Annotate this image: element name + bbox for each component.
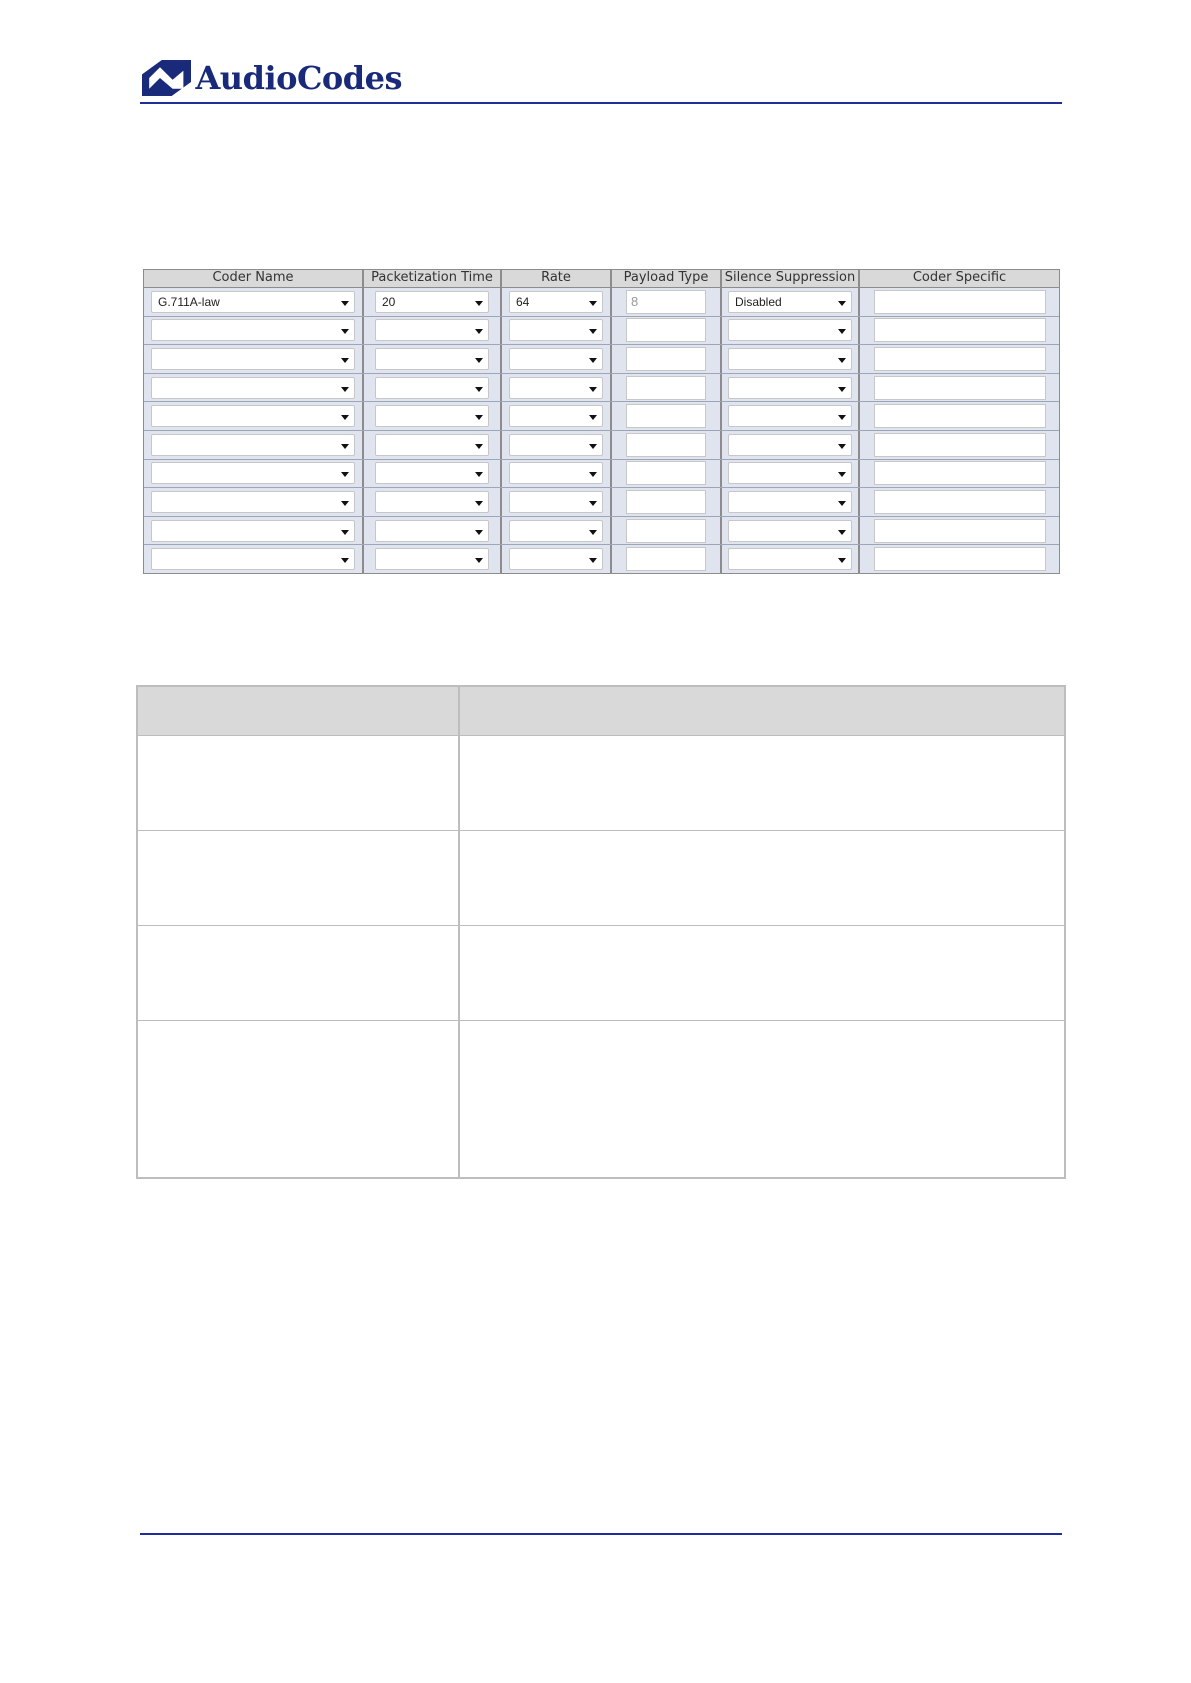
payload-type-input[interactable] — [626, 461, 706, 485]
dropdown-arrow-icon[interactable] — [475, 329, 483, 334]
coder-name-cell — [144, 517, 364, 545]
rate-select[interactable] — [509, 462, 603, 484]
dropdown-arrow-icon[interactable] — [341, 472, 349, 477]
coder-name-select[interactable] — [151, 348, 355, 370]
rate-select[interactable] — [509, 548, 603, 570]
header-rule — [140, 102, 1062, 104]
silence-suppression-select[interactable] — [728, 319, 852, 341]
payload-type-cell — [612, 374, 722, 402]
parameter-cell — [138, 926, 460, 1020]
dropdown-arrow-icon[interactable] — [341, 358, 349, 363]
coder-name-select[interactable] — [151, 462, 355, 484]
coder-name-cell — [144, 374, 364, 402]
packetization-time-select[interactable] — [375, 348, 489, 370]
packetization-time-cell — [364, 460, 502, 488]
silence-suppression-value: Disabled — [735, 294, 782, 309]
footer-rule — [140, 1533, 1062, 1535]
payload-type-input[interactable] — [626, 519, 706, 543]
silence-suppression-cell — [722, 488, 860, 516]
rate-cell — [502, 345, 612, 373]
silence-suppression-cell — [722, 345, 860, 373]
dropdown-arrow-icon[interactable] — [475, 558, 483, 563]
payload-type-cell — [612, 545, 722, 573]
coder-specific-input[interactable] — [874, 519, 1046, 543]
packetization-time-cell — [364, 345, 502, 373]
rate-select[interactable] — [509, 491, 603, 513]
coder-row — [144, 488, 1059, 517]
coder-name-select[interactable] — [151, 548, 355, 570]
silence-suppression-cell — [722, 402, 860, 430]
packetization-time-cell — [364, 488, 502, 516]
packetization-time-value: 20 — [382, 294, 396, 309]
parameter-table-row — [138, 1021, 1064, 1177]
packetization-time-select[interactable] — [375, 319, 489, 341]
coder-specific-input[interactable] — [874, 347, 1046, 371]
column-header-coder-specific: Coder Specific — [912, 270, 1007, 285]
coder-table-header — [144, 270, 1059, 288]
silence-suppression-select[interactable] — [728, 434, 852, 456]
rate-cell — [502, 288, 612, 316]
rate-select[interactable] — [509, 291, 603, 313]
coder-row — [144, 345, 1059, 374]
dropdown-arrow-icon[interactable] — [341, 329, 349, 334]
parameter-table-header — [138, 687, 1064, 736]
payload-type-cell — [612, 460, 722, 488]
rate-select[interactable] — [509, 319, 603, 341]
coder-row — [144, 460, 1059, 489]
coder-name-select[interactable] — [151, 491, 355, 513]
payload-type-cell — [612, 288, 722, 316]
parameter-table-row — [138, 831, 1064, 926]
description-cell — [460, 831, 1064, 925]
coder-specific-cell — [860, 431, 1059, 459]
coder-name-select[interactable] — [151, 520, 355, 542]
column-header-rate: Rate — [502, 270, 612, 287]
dropdown-arrow-icon[interactable] — [589, 501, 597, 506]
dropdown-arrow-icon[interactable] — [475, 530, 483, 535]
coder-specific-input[interactable] — [874, 376, 1046, 400]
dropdown-arrow-icon[interactable] — [838, 358, 846, 363]
column-header-silence-suppression: Silence Suppression — [722, 270, 860, 287]
packetization-time-cell — [364, 317, 502, 345]
coder-specific-cell — [860, 545, 1059, 573]
coder-row — [144, 288, 1059, 317]
logo-wordmark: AudioCodes — [195, 59, 402, 97]
dropdown-arrow-icon[interactable] — [341, 501, 349, 506]
packetization-time-cell — [364, 402, 502, 430]
dropdown-arrow-icon[interactable] — [589, 472, 597, 477]
silence-suppression-select[interactable] — [728, 462, 852, 484]
silence-suppression-cell — [722, 374, 860, 402]
silence-suppression-cell — [722, 317, 860, 345]
payload-type-input[interactable] — [626, 376, 706, 400]
coder-specific-cell — [860, 345, 1059, 373]
packetization-time-cell — [364, 517, 502, 545]
audiocodes-logo-icon — [142, 58, 191, 98]
silence-suppression-cell — [722, 431, 860, 459]
payload-type-input[interactable] — [626, 347, 706, 371]
rate-select[interactable] — [509, 377, 603, 399]
coder-specific-input[interactable] — [874, 290, 1046, 314]
dropdown-arrow-icon[interactable] — [475, 301, 483, 306]
coder-specific-cell — [860, 488, 1059, 516]
dropdown-arrow-icon[interactable] — [838, 444, 846, 449]
coder-row — [144, 317, 1059, 346]
coder-specific-input[interactable] — [874, 547, 1046, 571]
coder-specific-cell — [860, 288, 1059, 316]
column-header-packetization-time: Packetization Time — [364, 270, 502, 287]
coder-name-cell — [144, 488, 364, 516]
dropdown-arrow-icon[interactable] — [341, 444, 349, 449]
dropdown-arrow-icon[interactable] — [341, 558, 349, 563]
silence-suppression-select[interactable] — [728, 377, 852, 399]
payload-type-cell — [612, 517, 722, 545]
rate-cell — [502, 431, 612, 459]
payload-type-input[interactable] — [626, 547, 706, 571]
packetization-time-select[interactable] — [375, 434, 489, 456]
description-cell — [460, 687, 1064, 735]
packetization-time-select[interactable] — [375, 405, 489, 427]
coder-specific-input[interactable] — [874, 490, 1046, 514]
coder-row — [144, 431, 1059, 460]
coder-specific-input[interactable] — [874, 461, 1046, 485]
parameter-table-row — [138, 736, 1064, 831]
rate-cell — [502, 460, 612, 488]
dropdown-arrow-icon[interactable] — [589, 329, 597, 334]
dropdown-arrow-icon[interactable] — [838, 415, 846, 420]
dropdown-arrow-icon[interactable] — [838, 329, 846, 334]
rate-cell — [502, 374, 612, 402]
coder-name-select[interactable] — [151, 319, 355, 341]
rate-cell — [502, 402, 612, 430]
packetization-time-select[interactable] — [375, 548, 489, 570]
dropdown-arrow-icon[interactable] — [475, 387, 483, 392]
packetization-time-select[interactable] — [375, 291, 489, 313]
dropdown-arrow-icon[interactable] — [341, 415, 349, 420]
dropdown-arrow-icon[interactable] — [589, 358, 597, 363]
coder-name-cell — [144, 431, 364, 459]
coder-name-cell — [144, 545, 364, 573]
dropdown-arrow-icon[interactable] — [475, 444, 483, 449]
parameter-table-row — [138, 926, 1064, 1021]
packetization-time-cell — [364, 431, 502, 459]
packetization-time-cell — [364, 288, 502, 316]
silence-suppression-cell — [722, 288, 860, 316]
packetization-time-select[interactable] — [375, 491, 489, 513]
dropdown-arrow-icon[interactable] — [589, 558, 597, 563]
dropdown-arrow-icon[interactable] — [838, 501, 846, 506]
silence-suppression-select[interactable] — [728, 491, 852, 513]
dropdown-arrow-icon[interactable] — [475, 501, 483, 506]
dropdown-arrow-icon[interactable] — [475, 415, 483, 420]
parameter-cell — [138, 831, 460, 925]
payload-type-input[interactable] — [626, 433, 706, 457]
silence-suppression-cell — [722, 545, 860, 573]
payload-type-input[interactable] — [626, 490, 706, 514]
audiocodes-logo — [142, 55, 402, 101]
dropdown-arrow-icon[interactable] — [838, 472, 846, 477]
coder-name-cell — [144, 460, 364, 488]
payload-type-cell — [612, 317, 722, 345]
coder-specific-cell — [860, 402, 1059, 430]
payload-type-cell — [612, 431, 722, 459]
coder-name-value: G.711A-law — [158, 294, 220, 309]
packetization-time-select[interactable] — [375, 520, 489, 542]
dropdown-arrow-icon[interactable] — [838, 387, 846, 392]
silence-suppression-select[interactable] — [728, 548, 852, 570]
rate-cell — [502, 545, 612, 573]
description-cell — [460, 736, 1064, 830]
dropdown-arrow-icon[interactable] — [475, 358, 483, 363]
parameter-cell — [138, 736, 460, 830]
rate-cell — [502, 517, 612, 545]
dropdown-arrow-icon[interactable] — [589, 530, 597, 535]
coder-name-cell — [144, 345, 364, 373]
description-cell — [460, 926, 1064, 1020]
silence-suppression-select[interactable] — [728, 405, 852, 427]
coder-name-select[interactable] — [151, 291, 355, 313]
silence-suppression-select[interactable] — [728, 291, 852, 313]
parameter-table — [136, 685, 1066, 1179]
coder-specific-cell — [860, 317, 1059, 345]
rate-select[interactable] — [509, 405, 603, 427]
silence-suppression-select[interactable] — [728, 348, 852, 370]
coder-row — [144, 545, 1059, 573]
dropdown-arrow-icon[interactable] — [589, 415, 597, 420]
parameter-cell — [138, 687, 460, 735]
coder-specific-cell — [860, 374, 1059, 402]
coder-name-cell — [144, 317, 364, 345]
rate-cell — [502, 488, 612, 516]
column-header-payload-type: Payload Type — [612, 270, 722, 287]
silence-suppression-cell — [722, 517, 860, 545]
payload-type-cell — [612, 345, 722, 373]
coder-name-select[interactable] — [151, 405, 355, 427]
dropdown-arrow-icon[interactable] — [341, 301, 349, 306]
dropdown-arrow-icon[interactable] — [589, 301, 597, 306]
rate-cell — [502, 317, 612, 345]
coder-row — [144, 517, 1059, 546]
rate-select[interactable] — [509, 348, 603, 370]
payload-type-cell — [612, 488, 722, 516]
payload-type-cell — [612, 402, 722, 430]
coder-specific-input[interactable] — [874, 433, 1046, 457]
coder-name-cell — [144, 402, 364, 430]
coder-row — [144, 402, 1059, 431]
packetization-time-select[interactable] — [375, 377, 489, 399]
coder-specific-cell — [860, 517, 1059, 545]
coder-specific-input[interactable] — [874, 318, 1046, 342]
payload-type-input[interactable]: 8 — [626, 290, 706, 314]
payload-type-input[interactable] — [626, 404, 706, 428]
coder-specific-cell — [860, 460, 1059, 488]
description-cell — [460, 1021, 1064, 1177]
packetization-time-cell — [364, 545, 502, 573]
coder-specific-input[interactable] — [874, 404, 1046, 428]
dropdown-arrow-icon[interactable] — [589, 387, 597, 392]
parameter-cell — [138, 1021, 460, 1177]
coder-name-cell — [144, 288, 364, 316]
dropdown-arrow-icon[interactable] — [838, 301, 846, 306]
coder-row — [144, 374, 1059, 403]
dropdown-arrow-icon[interactable] — [341, 530, 349, 535]
coder-name-select[interactable] — [151, 434, 355, 456]
coder-table — [143, 269, 1060, 574]
packetization-time-cell — [364, 374, 502, 402]
dropdown-arrow-icon[interactable] — [341, 387, 349, 392]
rate-value: 64 — [516, 294, 530, 309]
silence-suppression-cell — [722, 460, 860, 488]
silence-suppression-select[interactable] — [728, 520, 852, 542]
column-header-coder-name: Coder Name — [144, 270, 364, 287]
dropdown-arrow-icon[interactable] — [475, 472, 483, 477]
dropdown-arrow-icon[interactable] — [838, 558, 846, 563]
rate-select[interactable] — [509, 434, 603, 456]
dropdown-arrow-icon[interactable] — [838, 530, 846, 535]
payload-type-input[interactable] — [626, 318, 706, 342]
coder-name-select[interactable] — [151, 377, 355, 399]
dropdown-arrow-icon[interactable] — [589, 444, 597, 449]
rate-select[interactable] — [509, 520, 603, 542]
packetization-time-select[interactable] — [375, 462, 489, 484]
